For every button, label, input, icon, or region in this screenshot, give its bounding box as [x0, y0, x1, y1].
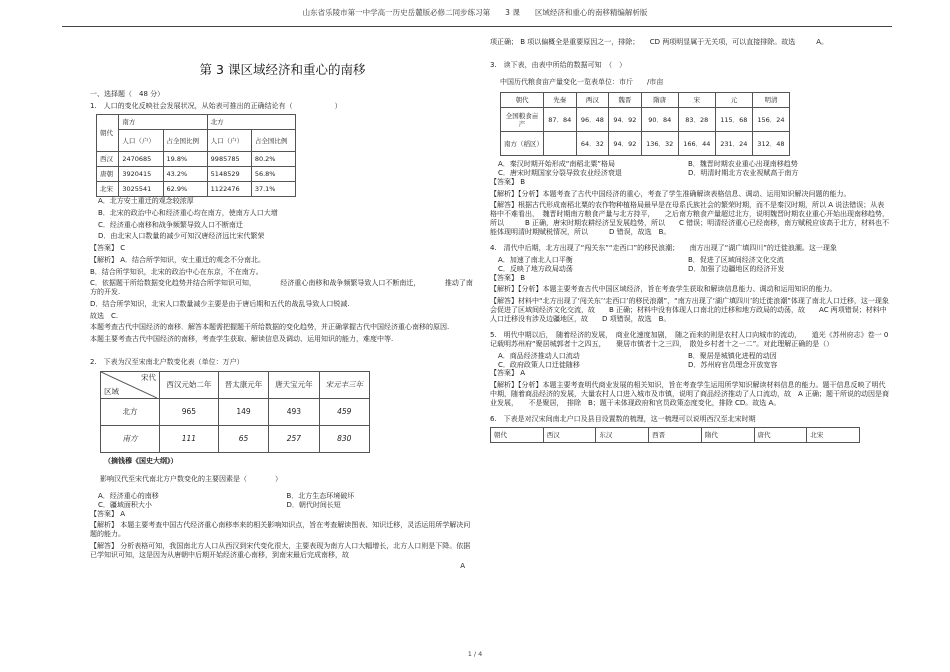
option-c: C．唐宋时期国家分裂导致农业经济衰退: [498, 169, 622, 177]
question-stem: 2. 下表为汉至宋南北户数变化表（单位：万户）: [90, 357, 244, 366]
answer: 【答案】 A: [490, 369, 526, 378]
cell: 9985785: [207, 152, 251, 167]
header-pop: 人口（户）: [207, 130, 251, 152]
analysis-line: 【解析】【分析】本题主要考查明代商业发展的相关知识，旨在考查学生运用所学知识解读材料信息的能力。题干信息反映了明代中期，随着商品经济的发展，大量农村人口进入城市及市镇，说明了商品经济推动了人口流动，故 A 正确；题干所说的动因是商业发展， 不是聚居， 排除 B；题干未体现政府和官员政策态度变化，排除 CD。故选 A。: [490, 381, 890, 407]
corner-cell: [101, 371, 160, 398]
corner-top-label: 宋代: [141, 372, 156, 382]
corner-bottom-label: 区域: [104, 387, 119, 397]
dynasty-header: 魏晋: [609, 93, 642, 108]
table-caption: 中国历代粮食亩产量变化一览表单位：市斤 /市亩: [500, 77, 664, 86]
question-stem: 1. 人口的变化反映社会发展状况，从始表可推出的正确结论有（ ）: [90, 102, 342, 111]
row-label: 南方: [101, 425, 160, 452]
cell: 166．44: [678, 132, 715, 156]
analysis-line: B．结合所学知识，北宋的政治中心在东京，不在南方。: [90, 267, 263, 276]
cell: 65: [218, 425, 268, 452]
option-d: D．加强了边疆地区的经济开发: [688, 264, 785, 273]
cell: 64．32: [576, 132, 609, 156]
row-label: 南方（稻区）: [501, 132, 544, 156]
option-b: B．北方生态环境破坏: [286, 492, 355, 501]
population-table: [96, 114, 296, 197]
option-d: D．朝代时间长短: [286, 500, 341, 509]
cell: 19.8%: [163, 152, 207, 167]
dynasty-header: 北宋: [807, 428, 860, 443]
right-column: [490, 30, 890, 445]
cell: 257: [269, 425, 319, 452]
option-a: A．北方安土重迁的观念较浓厚: [98, 197, 194, 206]
option-d: D．明清时期北方农业视赋高于南方: [688, 169, 799, 177]
cell: 62.9%: [163, 182, 207, 197]
cell: 1122476: [207, 182, 251, 197]
analysis-line: 故选 C.: [90, 311, 119, 320]
cell: 80.2%: [251, 152, 295, 167]
answer: 【答案】 A: [90, 509, 126, 518]
table-row: [101, 425, 370, 452]
option-d: D．由北宋人口数量的减少可知汉唐经济远比宋代繁荣: [98, 232, 265, 241]
options-row: [498, 256, 890, 265]
page-header: 山东省乐陵市第一中学高一历史岳麓版必修二同步练习第 3 课 区域经济和重心的南移精编解析版: [302, 8, 648, 17]
option-a: A．经济重心的南移: [98, 492, 159, 501]
question-4: [490, 244, 890, 323]
household-table: [100, 371, 370, 453]
dynasty-header: 东汉: [596, 428, 649, 443]
answer: 【答案】 B: [490, 177, 526, 186]
table-row: [97, 152, 296, 167]
cell: [544, 132, 577, 156]
analysis-line: 【解答】 分析表格可知，我国南北方人口从西汉到宋代变化很大，主要表现为南方人口大幅增长，北方人口则是下降。依据已学知识可知，这是因为从唐朝中后期开始经济重心南移，到南宋最后完成南移，故: [90, 541, 471, 559]
question-stem: 6. 下表是对汉宋间南北户口及县目设置数的梳理，这一梳理可以说明西汉至北宋时期: [490, 415, 756, 424]
cell: 3920415: [119, 167, 163, 182]
table-row: [97, 167, 296, 182]
cell: 156．24: [752, 108, 789, 132]
cell: 43.2%: [163, 167, 207, 182]
cell: 56.8%: [251, 167, 295, 182]
cell: 96．48: [576, 108, 609, 132]
options-row: [498, 361, 890, 370]
option-c: C．政府政策人口迁徙随移: [498, 360, 580, 369]
dynasty-header: 两汉: [576, 93, 609, 108]
analysis-line: 【解析】【分析】本题主要考查古代中国区域经济，旨在考查学生获取和解读信息能力、调动和运用知识的能力。: [490, 285, 837, 294]
table-source: （摘钱穆《国史大纲》）: [104, 456, 178, 465]
analysis-line: 【解答】根据古代形成南稻北粟的农作物种植格局最早是在母系氏族社会的繁荣时期，而不是秦汉时期，所以 A 说法错误；从表格中不难看出， 魏晋时期南方粮食产量与北方持平， 之后南方粮食产量超过北方，说明魏晋时期农业重心开始出现南移趋势，所以 B 正确，唐宋时期农耕经济呈发展趋势，所以 C 错误；明清经济重心已经南移，南方赋税应该高于北方，材料也不能体现明清时期赋税情况，所以 D 错误，故选 B。: [490, 201, 890, 236]
table-row: [491, 428, 860, 443]
option-d: D．苏州府官员理念开放宽容: [688, 360, 778, 369]
cell: 965: [160, 398, 219, 425]
analysis-line: 【解析】【分析】本题考查了古代中国经济的重心，考查了学生准确解读表格信息、调动、运用知识解决问题的能力。: [490, 189, 851, 198]
header-north: 北方: [207, 115, 295, 130]
dynasty-header: 宋: [678, 93, 715, 108]
cell: 5148529: [207, 167, 251, 182]
dynasty-header: 唐代: [754, 428, 807, 443]
analysis-line: 【解析】 本题主要考查中国古代经济重心南移率来的相关影响知识点，旨在考查解读图表、知识迁移，灵活运用所学解决问题的能力。: [90, 521, 471, 539]
cell: 87．84: [544, 108, 577, 132]
table-row: [97, 182, 296, 197]
option-b: B．北宋的政治中心和经济重心均在南方，使南方人口大增: [98, 208, 278, 217]
header-ratio: 占全国比例: [251, 130, 295, 152]
cell: 459: [319, 398, 369, 425]
section-heading: 一、选择题（ 48 分）: [90, 89, 165, 98]
dynasty-header: 隋代: [701, 428, 754, 443]
question-5: [490, 331, 890, 407]
cell: 115．68: [715, 108, 752, 132]
option-a: A．商品经济推动人口流动: [498, 351, 580, 360]
dynasty-header: 西晋: [649, 428, 702, 443]
analysis-line: 【解答】材料中“北方出现了‘闯关东’‘走西口’的移民浪潮”，“南方出现了‘湖广填四川’的迁徙浪潮”体现了南北人口迁移，这一现象会促进了区域间经济文化交流，故 B 正确；材料中没有体现人口南北的迁移和地方政局的动荡，故 AC 两项错误；材料中人口迁移没有涉及边疆地区，故 D 项错误，故选 B。: [490, 297, 889, 323]
header-south: 南方: [119, 115, 207, 130]
county-table: [490, 427, 860, 443]
option-a: A．加速了南北人口平衡: [498, 256, 573, 264]
options-row: [498, 352, 890, 361]
cell: 111: [160, 425, 219, 452]
cell: 94．92: [609, 132, 642, 156]
header-divider: [62, 26, 892, 27]
analysis-line: 【解析】 A．结合所学知识，安土重迁的观念不分南北。: [90, 255, 266, 264]
analysis-line: D．结合所学知识，北宋人口数量减少主要是由于唐后期和五代的战乱导致人口锐减.: [90, 299, 350, 308]
header-dynasty: 朝代: [491, 428, 544, 443]
dynasty-header: 元: [715, 93, 752, 108]
dynasty-header: 先秦: [544, 93, 577, 108]
dynasty-header: 明清: [752, 93, 789, 108]
period-header: 宋元丰三年: [319, 371, 369, 398]
cell: 北宋: [97, 182, 119, 197]
table-row: [501, 132, 790, 156]
header-ratio: 占全国比例: [163, 130, 207, 152]
period-header: 晋太康元年: [218, 371, 268, 398]
question-3: [490, 61, 890, 237]
cell: 西汉: [97, 152, 119, 167]
cell: 830: [319, 425, 369, 452]
cell: 149: [218, 398, 268, 425]
cell: 3025541: [119, 182, 163, 197]
cell: 94．92: [609, 108, 642, 132]
question-stem: 3. 读下表，由表中所给的数据可知 （ ）: [490, 60, 627, 69]
cell: 231．24: [715, 132, 752, 156]
lesson-title: 第 3 课区域经济和重心的南移: [199, 62, 366, 77]
question-1: [90, 102, 475, 344]
grain-yield-table: [500, 92, 790, 156]
cell: 83．28: [678, 108, 715, 132]
cell: 312．48: [752, 132, 789, 156]
cell: 136．32: [641, 132, 678, 156]
table-row: [101, 398, 370, 425]
options-row: [98, 501, 475, 510]
table-row: [501, 108, 790, 132]
question-stem: 5. 明代中期以后， 随着经济的发展， 商业化速度加剧， 随之而来的则是农村人口向城市的流动， 道光《苏州府志》卷一 0 记载明苏州府“聚居城郭者十之四五， 聚居市镇者十之三四， 散处乡村者十之一二”。对此理解正确的是（）: [490, 331, 889, 348]
cell: 唐朝: [97, 167, 119, 182]
page-number: 1 / 4: [467, 650, 483, 658]
answer: 【答案】 C: [90, 244, 126, 253]
header-dynasty: 朝代: [501, 93, 544, 108]
option-c: C．经济重心南移和战争频繁导致人口不断南迁: [98, 220, 243, 229]
question-stem: 4. 清代中后期，北方出现了“闯关东”“走西口”的移民浪潮； 南方出现了“湖广填四川”的迁徙浪潮。这一现象: [490, 244, 837, 253]
row-label: 北方: [101, 398, 160, 425]
cell: 2470685: [119, 152, 163, 167]
analysis-line: C．依据题干所给数据变化趋势并结合所学知识可知， 经济重心南移和战争频繁导致人口不断南迁， 推动了南方的开发.: [90, 279, 473, 297]
period-header: 唐天宝元年: [269, 371, 319, 398]
cell: 493: [269, 398, 319, 425]
trailing-answer: A: [460, 562, 465, 571]
question-2: [90, 358, 475, 571]
options-row: [498, 265, 890, 274]
row-label: 全国粮食亩产: [501, 108, 544, 132]
option-b: B．促进了区域间经济文化交流: [688, 256, 784, 264]
analysis-line: 本题考查古代中国经济的南移．解答本题需把握题干所给数据的变化趋势，并正确掌握古代中国经济重心南移的原因.: [90, 323, 450, 332]
options-row: [498, 169, 890, 178]
question-6: [490, 415, 890, 443]
options-row: [98, 492, 475, 501]
option-a: A．秦汉时期开始形成“南稻北粟”格局: [498, 160, 616, 169]
cell: 37.1%: [251, 182, 295, 197]
question-ask: 影响汉代至宋代南北方户数变化的主要因素是（ ）: [100, 475, 282, 484]
cell: 90．84: [641, 108, 678, 132]
option-c: C．疆域面积大小: [98, 500, 152, 509]
dynasty-header: 隋唐: [641, 93, 678, 108]
analysis-line: 本题主要考查古代中国经济的南移，考查学生获取、解读信息及调动、运用知识的能力，难度中等.: [90, 335, 394, 344]
header-dynasty: 朝代: [97, 115, 119, 152]
left-column: [90, 30, 475, 574]
options-row: [498, 160, 890, 169]
period-header: 西汉元始二年: [160, 371, 219, 398]
option-b: B．魏晋时期农业重心出现南移趋势: [688, 160, 798, 169]
dynasty-header: 西汉: [543, 428, 596, 443]
option-c: C．反映了地方政局动荡: [498, 264, 573, 273]
header-pop: 人口（户）: [119, 130, 163, 152]
answer: 【答案】 B: [490, 273, 526, 282]
continued-text: 项正确； B 项以偏概全是重要原因之一，排除； CD 两项明显属于无关项，可以直接排除。故选 A。: [490, 38, 829, 46]
option-b: B．聚居是城镇化进程的动因: [688, 351, 777, 360]
